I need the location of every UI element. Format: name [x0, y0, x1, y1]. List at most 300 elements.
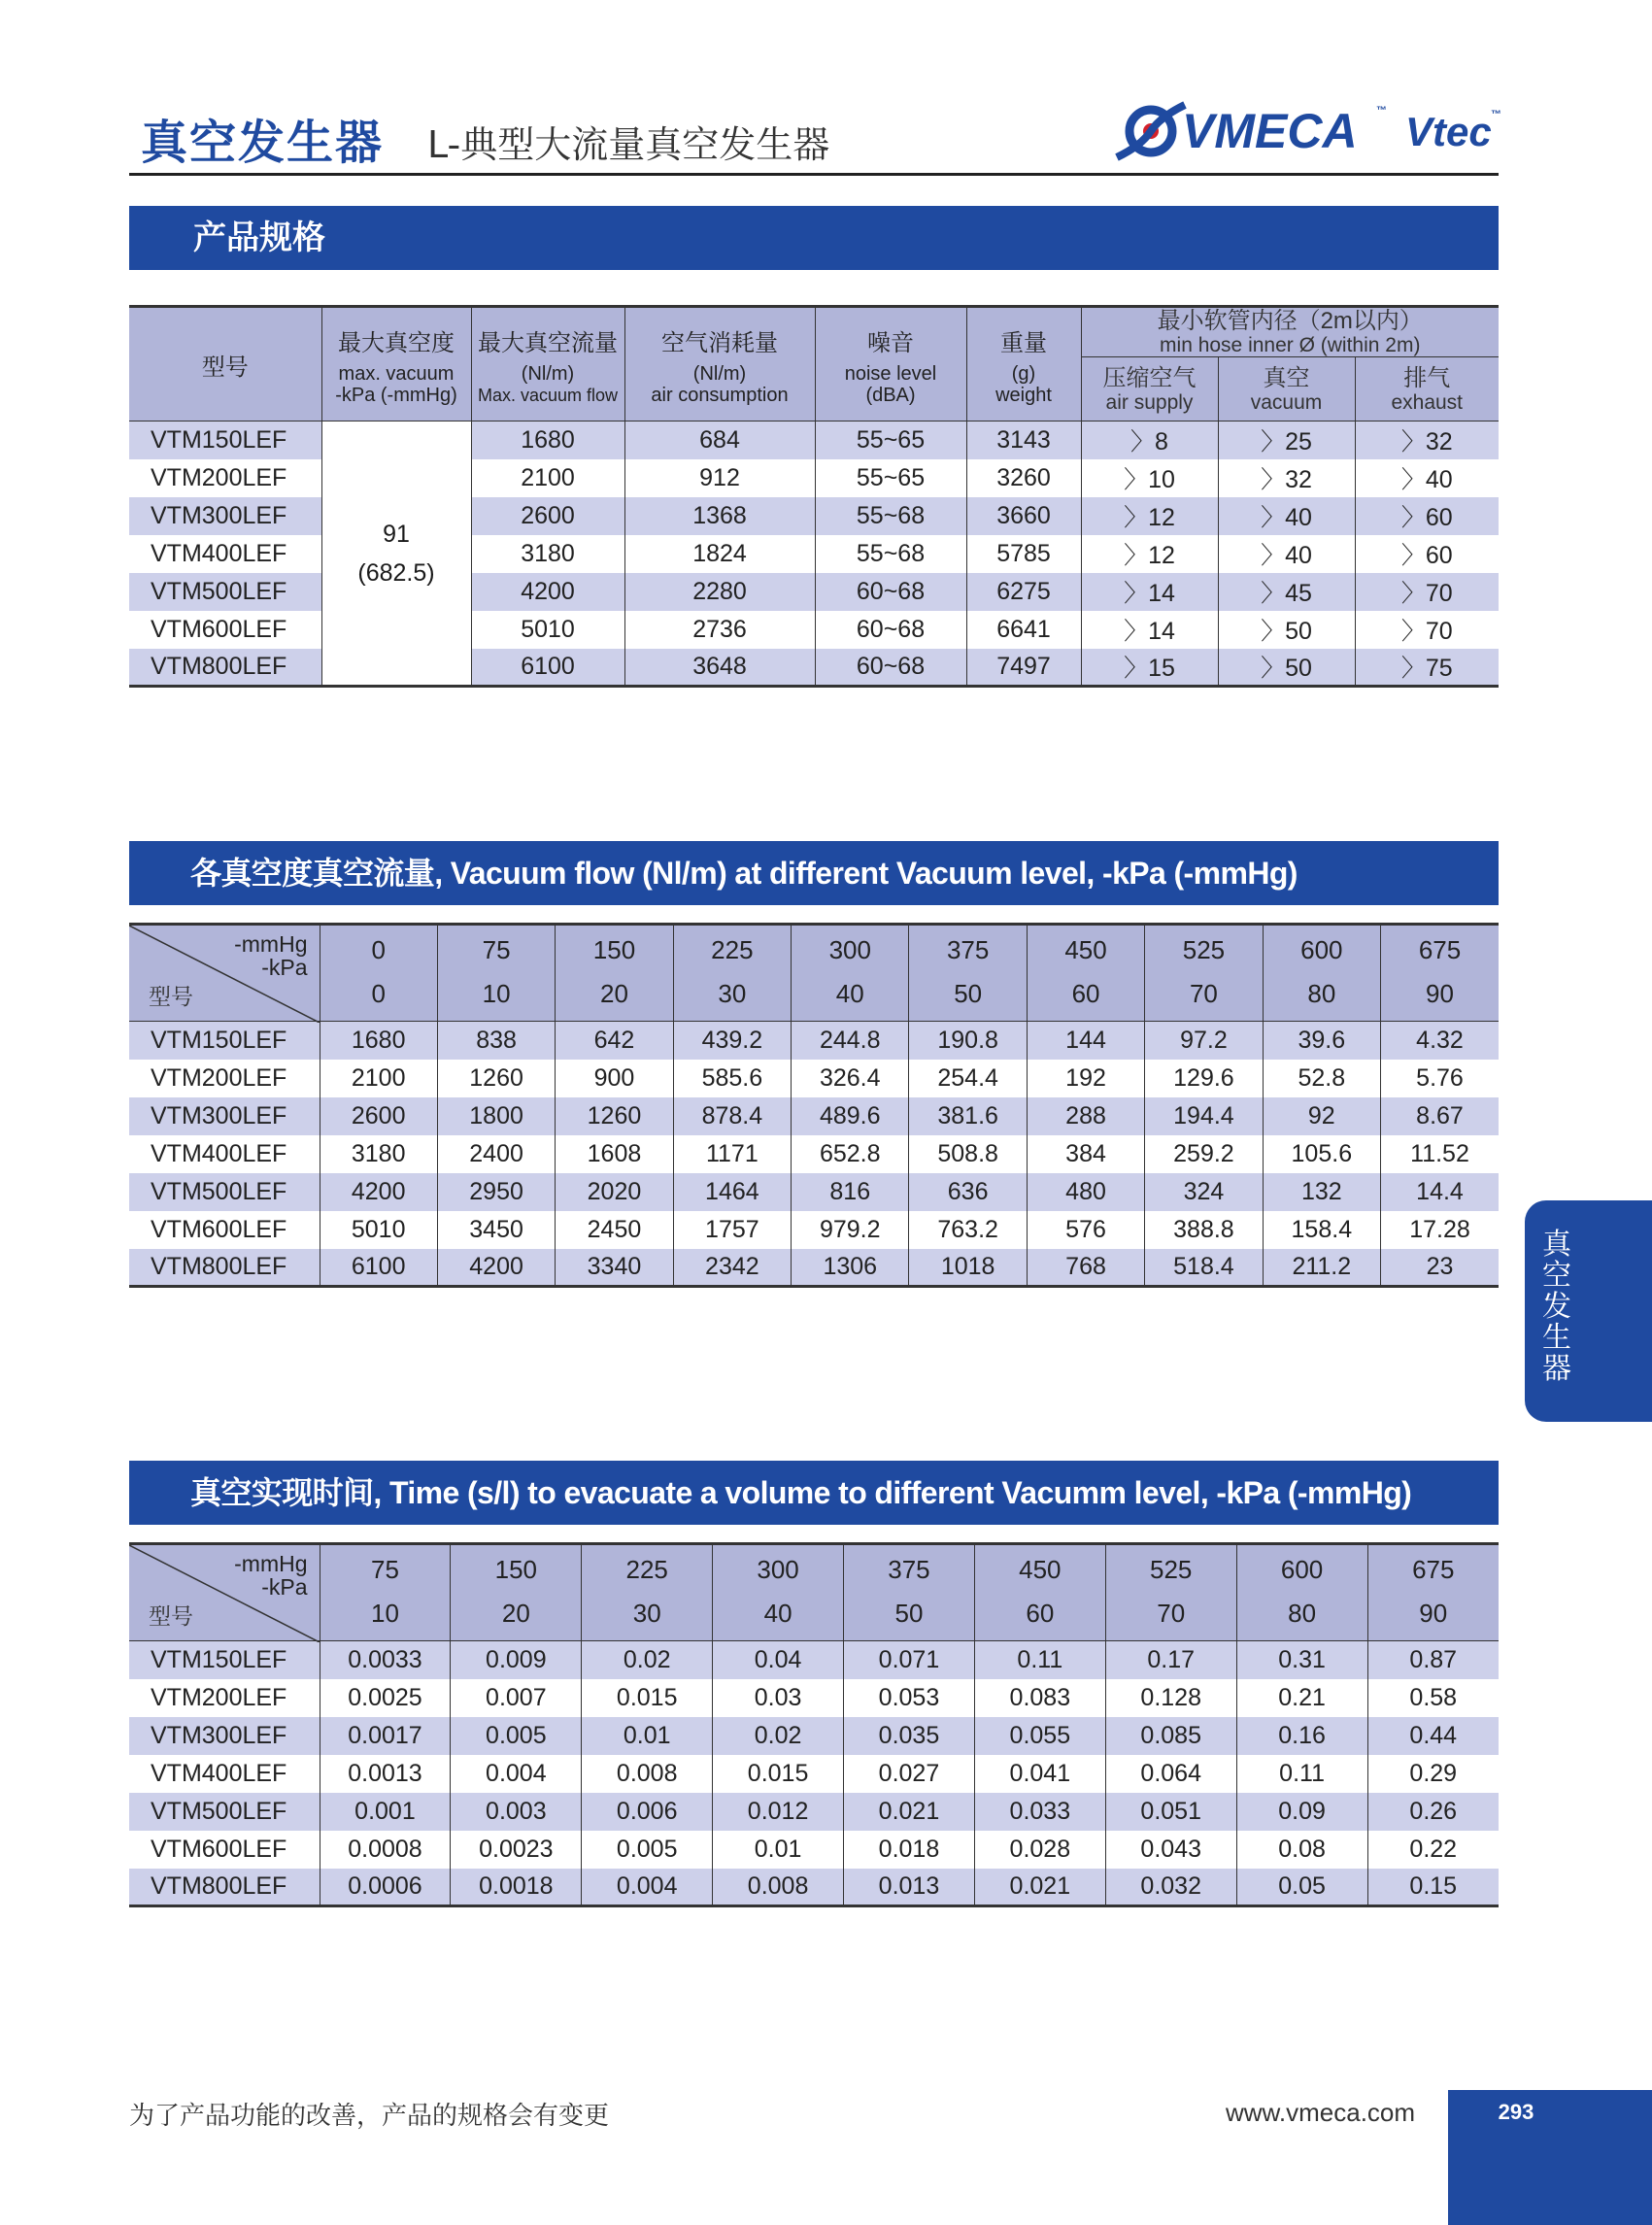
- flow-cell: 5010: [471, 611, 624, 649]
- time-value-cell: 0.043: [1105, 1831, 1236, 1869]
- weight-cell: 3143: [966, 421, 1081, 459]
- time-value-cell: 0.0033: [320, 1641, 451, 1679]
- spec-header-supply: 压缩空气 air supply: [1081, 357, 1218, 421]
- time-row: [129, 1831, 1499, 1869]
- vacuum-cell: 〉50: [1218, 611, 1355, 649]
- flow-value-cell: 3180: [320, 1135, 437, 1173]
- footer-note: 为了产品功能的改善，产品的规格会有变更: [129, 2102, 610, 2131]
- model-cell: VTM800LEF: [129, 649, 321, 687]
- side-tab-char: 生: [1542, 1321, 1571, 1355]
- mmhg-header: 675: [1381, 925, 1499, 967]
- flow-value-cell: 1680: [320, 1022, 437, 1060]
- kpa-header: 60: [974, 1587, 1105, 1641]
- flow-value-cell: 8.67: [1381, 1097, 1499, 1135]
- mmhg-header: 0: [320, 925, 437, 967]
- flow-cell: 4200: [471, 573, 624, 611]
- page-number: 293: [1498, 2100, 1534, 2124]
- flow-value-cell: 2950: [437, 1173, 555, 1211]
- time-value-cell: 0.15: [1367, 1869, 1499, 1906]
- time-value-cell: 0.05: [1236, 1869, 1367, 1906]
- flow-value-cell: 1260: [556, 1097, 673, 1135]
- time-value-cell: 0.17: [1105, 1641, 1236, 1679]
- vacuum-cell: 〉40: [1218, 497, 1355, 535]
- kpa-header: 50: [844, 1587, 975, 1641]
- max-vacuum-mmhg: (682.5): [357, 558, 435, 587]
- kpa-header: 50: [909, 967, 1027, 1022]
- model-cell: VTM300LEF: [129, 1097, 320, 1135]
- weight-cell: 6641: [966, 611, 1081, 649]
- kpa-header: 0: [320, 967, 437, 1022]
- mmhg-header: 300: [713, 1544, 844, 1587]
- model-cell: VTM200LEF: [151, 1683, 287, 1711]
- spec-section-bar: [129, 206, 1499, 270]
- mmhg-header: 225: [673, 925, 791, 967]
- time-value-cell: 0.26: [1367, 1793, 1499, 1831]
- flow-value-cell: 4200: [320, 1173, 437, 1211]
- flow-row: [129, 1173, 1499, 1211]
- flow-value-cell: 1608: [556, 1135, 673, 1173]
- logo-vmeca-text: VMECA: [1182, 104, 1358, 158]
- time-value-cell: 0.028: [974, 1831, 1105, 1869]
- spec-section-title: 产品规格: [193, 219, 325, 257]
- flow-value-cell: 132: [1263, 1173, 1380, 1211]
- time-value-cell: 0.29: [1367, 1755, 1499, 1793]
- header-rule: [129, 173, 1499, 176]
- flow-value-cell: 192: [1027, 1060, 1144, 1097]
- time-value-cell: 0.083: [974, 1679, 1105, 1717]
- time-row: [129, 1869, 1499, 1906]
- supply-cell: 〉12: [1081, 497, 1218, 535]
- mmhg-header: 450: [1027, 925, 1144, 967]
- flow-value-cell: 518.4: [1145, 1249, 1263, 1287]
- time-value-cell: 0.58: [1367, 1679, 1499, 1717]
- logo-vtec-text: Vtec: [1405, 109, 1492, 154]
- flow-value-cell: 1757: [673, 1211, 791, 1249]
- flow-value-cell: 2100: [320, 1060, 437, 1097]
- air-cell: 3648: [624, 649, 815, 687]
- mmhg-header: 525: [1145, 925, 1263, 967]
- flow-value-cell: 768: [1027, 1249, 1144, 1287]
- supply-cell: 〉12: [1081, 535, 1218, 573]
- kpa-header: 30: [582, 1587, 713, 1641]
- flow-row: [129, 1060, 1499, 1097]
- flow-value-cell: 508.8: [909, 1135, 1027, 1173]
- model-cell: VTM500LEF: [129, 1793, 320, 1831]
- noise-cell: 55~68: [815, 497, 966, 535]
- vacuum-cell: 〉45: [1218, 573, 1355, 611]
- model-cell: VTM600LEF: [151, 615, 287, 643]
- model-cell: VTM150LEF: [129, 421, 321, 459]
- mmhg-header: 75: [437, 925, 555, 967]
- model-cell: VTM600LEF: [151, 1835, 287, 1863]
- kpa-header: 90: [1367, 1587, 1499, 1641]
- flow-value-cell: 636: [909, 1173, 1027, 1211]
- time-value-cell: 0.02: [713, 1717, 844, 1755]
- time-row: [129, 1793, 1499, 1831]
- exhaust-cell: 〉40: [1355, 459, 1499, 497]
- spec-header-hose: 最小软管内径（2m以内） min hose inner Ø (within 2m): [1081, 307, 1499, 357]
- exhaust-cell: 〉32: [1355, 421, 1499, 459]
- side-tab-char: 空: [1542, 1259, 1571, 1293]
- exhaust-cell: 〉70: [1355, 611, 1499, 649]
- flow-value-cell: 288: [1027, 1097, 1144, 1135]
- flow-cell: 3180: [471, 535, 624, 573]
- flow-value-cell: 254.4: [909, 1060, 1027, 1097]
- spec-header-model: 型号: [129, 307, 321, 421]
- time-value-cell: 0.015: [713, 1755, 844, 1793]
- noise-cell: 60~68: [815, 611, 966, 649]
- spec-table: [129, 305, 1499, 688]
- time-value-cell: 0.018: [844, 1831, 975, 1869]
- spec-header-exhaust: 排气 exhaust: [1355, 357, 1499, 421]
- air-cell: 1368: [624, 497, 815, 535]
- kpa-header: 70: [1105, 1587, 1236, 1641]
- time-value-cell: 0.31: [1236, 1641, 1367, 1679]
- time-value-cell: 0.004: [582, 1869, 713, 1906]
- time-value-cell: 0.041: [974, 1755, 1105, 1793]
- page-title: 真空发生器: [141, 116, 385, 170]
- model-cell: VTM300LEF: [129, 497, 321, 535]
- time-section-title: 真空实现时间, Time (s/l) to evacuate a volume to different Vacumm level, -kPa (-mmHg): [190, 1475, 1412, 1510]
- flow-value-cell: 388.8: [1145, 1211, 1263, 1249]
- kpa-header: 70: [1145, 967, 1263, 1022]
- time-value-cell: 0.012: [713, 1793, 844, 1831]
- flow-cell: 1680: [471, 421, 624, 459]
- flow-value-cell: 2020: [556, 1173, 673, 1211]
- time-value-cell: 0.0006: [320, 1869, 451, 1906]
- time-value-cell: 0.02: [582, 1641, 713, 1679]
- flow-value-cell: 105.6: [1263, 1135, 1380, 1173]
- time-value-cell: 0.071: [844, 1641, 975, 1679]
- flow-value-cell: 3340: [556, 1249, 673, 1287]
- vacuum-cell: 〉50: [1218, 649, 1355, 687]
- flow-value-cell: 244.8: [792, 1022, 909, 1060]
- flow-value-cell: 979.2: [792, 1211, 909, 1249]
- model-cell: VTM400LEF: [151, 1139, 287, 1167]
- vacuum-cell: 〉25: [1218, 421, 1355, 459]
- flow-value-cell: 4200: [437, 1249, 555, 1287]
- flow-value-cell: 52.8: [1263, 1060, 1380, 1097]
- model-cell: VTM400LEF: [151, 539, 287, 567]
- flow-row: [129, 1097, 1499, 1135]
- time-value-cell: 0.16: [1236, 1717, 1367, 1755]
- vacuum-cell: 〉40: [1218, 535, 1355, 573]
- time-value-cell: 0.033: [974, 1793, 1105, 1831]
- flow-value-cell: 480: [1027, 1173, 1144, 1211]
- mmhg-header: 75: [320, 1544, 451, 1587]
- side-category-tab[interactable]: [1525, 1200, 1652, 1422]
- exhaust-cell: 〉60: [1355, 535, 1499, 573]
- page-subtitle: L-典型大流量真空发生器: [427, 123, 830, 166]
- flow-value-cell: 838: [437, 1022, 555, 1060]
- side-tab-char: 器: [1542, 1352, 1571, 1386]
- time-value-cell: 0.001: [320, 1793, 451, 1831]
- flow-value-cell: 144: [1027, 1022, 1144, 1060]
- kpa-header: 10: [437, 967, 555, 1022]
- time-value-cell: 0.003: [451, 1793, 582, 1831]
- kpa-header: 20: [556, 967, 673, 1022]
- time-value-cell: 0.013: [844, 1869, 975, 1906]
- footer-url[interactable]: www.vmeca.com: [1226, 2098, 1416, 2127]
- kpa-header: 10: [320, 1587, 451, 1641]
- flow-value-cell: 585.6: [673, 1060, 791, 1097]
- air-cell: 2280: [624, 573, 815, 611]
- time-corner-header: -mmHg -kPa 型号: [129, 1544, 320, 1641]
- time-value-cell: 0.085: [1105, 1717, 1236, 1755]
- spec-header-flow: 最大真空流量 (Nl/m) Max. vacuum flow: [471, 307, 624, 421]
- air-cell: 1824: [624, 535, 815, 573]
- time-value-cell: 0.11: [974, 1641, 1105, 1679]
- noise-cell: 55~68: [815, 535, 966, 573]
- mmhg-header: 450: [974, 1544, 1105, 1587]
- supply-cell: 〉10: [1081, 459, 1218, 497]
- vmeca-swirl-icon: [1112, 97, 1190, 165]
- max-vacuum-kpa: 91: [383, 520, 410, 548]
- footer-page-box: [1448, 2090, 1652, 2225]
- weight-cell: 6275: [966, 573, 1081, 611]
- kpa-header: 40: [792, 967, 909, 1022]
- flow-value-cell: 6100: [320, 1249, 437, 1287]
- time-value-cell: 0.006: [582, 1793, 713, 1831]
- model-cell: VTM500LEF: [129, 573, 321, 611]
- time-value-cell: 0.053: [844, 1679, 975, 1717]
- flow-value-cell: 190.8: [909, 1022, 1027, 1060]
- flow-value-cell: 39.6: [1263, 1022, 1380, 1060]
- noise-cell: 60~68: [815, 573, 966, 611]
- weight-cell: 5785: [966, 535, 1081, 573]
- flow-value-cell: 1306: [792, 1249, 909, 1287]
- time-value-cell: 0.44: [1367, 1717, 1499, 1755]
- time-value-cell: 0.005: [582, 1831, 713, 1869]
- time-value-cell: 0.22: [1367, 1831, 1499, 1869]
- flow-section-title: 各真空度真空流量, Vacuum flow (Nl/m) at different Vacuum level, -kPa (-mmHg): [190, 856, 1298, 891]
- supply-cell: 〉15: [1081, 649, 1218, 687]
- kpa-header: 40: [713, 1587, 844, 1641]
- time-value-cell: 0.03: [713, 1679, 844, 1717]
- flow-value-cell: 259.2: [1145, 1135, 1263, 1173]
- time-value-cell: 0.015: [582, 1679, 713, 1717]
- time-value-cell: 0.01: [582, 1717, 713, 1755]
- mmhg-header: 225: [582, 1544, 713, 1587]
- time-value-cell: 0.128: [1105, 1679, 1236, 1717]
- flow-value-cell: 489.6: [792, 1097, 909, 1135]
- mmhg-header: 300: [792, 925, 909, 967]
- time-value-cell: 0.04: [713, 1641, 844, 1679]
- time-value-cell: 0.0023: [451, 1831, 582, 1869]
- flow-value-cell: 2600: [320, 1097, 437, 1135]
- model-cell: VTM800LEF: [129, 1869, 320, 1906]
- flow-row: [129, 1211, 1499, 1249]
- time-value-cell: 0.21: [1236, 1679, 1367, 1717]
- mmhg-header: 150: [451, 1544, 582, 1587]
- flow-section-bar: [129, 841, 1499, 905]
- time-value-cell: 0.021: [844, 1793, 975, 1831]
- flow-cell: 2600: [471, 497, 624, 535]
- weight-cell: 3660: [966, 497, 1081, 535]
- kpa-header: 80: [1263, 967, 1380, 1022]
- flow-value-cell: 2450: [556, 1211, 673, 1249]
- flow-value-cell: 2342: [673, 1249, 791, 1287]
- flow-value-cell: 1800: [437, 1097, 555, 1135]
- time-value-cell: 0.08: [1236, 1831, 1367, 1869]
- air-cell: 912: [624, 459, 815, 497]
- time-value-cell: 0.87: [1367, 1641, 1499, 1679]
- time-row: [129, 1641, 1499, 1679]
- weight-cell: 7497: [966, 649, 1081, 687]
- flow-value-cell: 816: [792, 1173, 909, 1211]
- weight-cell: 3260: [966, 459, 1081, 497]
- time-value-cell: 0.008: [582, 1755, 713, 1793]
- flow-value-cell: 158.4: [1263, 1211, 1380, 1249]
- side-tab-char: 真: [1542, 1228, 1571, 1262]
- flow-value-cell: 4.32: [1381, 1022, 1499, 1060]
- flow-value-cell: 211.2: [1263, 1249, 1380, 1287]
- logo-tm-2: ™: [1491, 109, 1501, 120]
- supply-cell: 〉14: [1081, 611, 1218, 649]
- time-value-cell: 0.0018: [451, 1869, 582, 1906]
- mmhg-header: 675: [1367, 1544, 1499, 1587]
- spec-header-noise: 噪音 noise level (dBA): [815, 307, 966, 421]
- time-value-cell: 0.11: [1236, 1755, 1367, 1793]
- max-vacuum-cell: [321, 421, 471, 687]
- time-value-cell: 0.027: [844, 1755, 975, 1793]
- spec-row: [129, 421, 1499, 459]
- time-value-cell: 0.0008: [320, 1831, 451, 1869]
- flow-value-cell: 5010: [320, 1211, 437, 1249]
- time-row: [129, 1717, 1499, 1755]
- flow-cell: 6100: [471, 649, 624, 687]
- flow-value-cell: 878.4: [673, 1097, 791, 1135]
- flow-value-cell: 439.2: [673, 1022, 791, 1060]
- flow-value-cell: 5.76: [1381, 1060, 1499, 1097]
- mmhg-header: 600: [1236, 1544, 1367, 1587]
- model-cell: VTM200LEF: [151, 1063, 287, 1092]
- flow-value-cell: 3450: [437, 1211, 555, 1249]
- time-value-cell: 0.0017: [320, 1717, 451, 1755]
- flow-value-cell: 129.6: [1145, 1060, 1263, 1097]
- flow-value-cell: 92: [1263, 1097, 1380, 1135]
- time-value-cell: 0.008: [713, 1869, 844, 1906]
- kpa-header: 20: [451, 1587, 582, 1641]
- flow-row: [129, 1135, 1499, 1173]
- flow-value-cell: 2400: [437, 1135, 555, 1173]
- time-value-cell: 0.004: [451, 1755, 582, 1793]
- logo-tm: ™: [1376, 105, 1387, 117]
- flow-value-cell: 1018: [909, 1249, 1027, 1287]
- mmhg-header: 150: [556, 925, 673, 967]
- model-cell: VTM150LEF: [129, 1022, 320, 1060]
- flow-row: [129, 1249, 1499, 1287]
- flow-value-cell: 1260: [437, 1060, 555, 1097]
- exhaust-cell: 〉70: [1355, 573, 1499, 611]
- time-value-cell: 0.01: [713, 1831, 844, 1869]
- time-value-cell: 0.032: [1105, 1869, 1236, 1906]
- flow-value-cell: 326.4: [792, 1060, 909, 1097]
- time-value-cell: 0.055: [974, 1717, 1105, 1755]
- spec-header-vac: 真空 vacuum: [1218, 357, 1355, 421]
- flow-value-cell: 23: [1381, 1249, 1499, 1287]
- noise-cell: 60~68: [815, 649, 966, 687]
- flow-value-cell: 381.6: [909, 1097, 1027, 1135]
- time-value-cell: 0.09: [1236, 1793, 1367, 1831]
- flow-value-cell: 652.8: [792, 1135, 909, 1173]
- flow-value-cell: 324: [1145, 1173, 1263, 1211]
- flow-value-cell: 14.4: [1381, 1173, 1499, 1211]
- time-table: [129, 1542, 1499, 1907]
- exhaust-cell: 〉60: [1355, 497, 1499, 535]
- time-value-cell: 0.064: [1105, 1755, 1236, 1793]
- model-cell: VTM800LEF: [129, 1249, 320, 1287]
- flow-row: [129, 1022, 1499, 1060]
- noise-cell: 55~65: [815, 421, 966, 459]
- time-value-cell: 0.035: [844, 1717, 975, 1755]
- time-value-cell: 0.051: [1105, 1793, 1236, 1831]
- flow-value-cell: 11.52: [1381, 1135, 1499, 1173]
- flow-value-cell: 194.4: [1145, 1097, 1263, 1135]
- flow-value-cell: 576: [1027, 1211, 1144, 1249]
- time-value-cell: 0.0013: [320, 1755, 451, 1793]
- mmhg-header: 525: [1105, 1544, 1236, 1587]
- mmhg-header: 600: [1263, 925, 1380, 967]
- spec-header-air: 空气消耗量 (Nl/m) air consumption: [624, 307, 815, 421]
- air-cell: 684: [624, 421, 815, 459]
- spec-header-vacuum: 最大真空度 max. vacuum -kPa (-mmHg): [321, 307, 471, 421]
- time-value-cell: 0.009: [451, 1641, 582, 1679]
- kpa-header: 60: [1027, 967, 1144, 1022]
- vmeca-logo: [1112, 97, 1500, 167]
- flow-value-cell: 1171: [673, 1135, 791, 1173]
- model-cell: VTM300LEF: [129, 1717, 320, 1755]
- flow-cell: 2100: [471, 459, 624, 497]
- vacuum-cell: 〉32: [1218, 459, 1355, 497]
- model-cell: VTM150LEF: [129, 1641, 320, 1679]
- flow-value-cell: 97.2: [1145, 1022, 1263, 1060]
- time-value-cell: 0.0025: [320, 1679, 451, 1717]
- supply-cell: 〉14: [1081, 573, 1218, 611]
- model-cell: VTM600LEF: [151, 1215, 287, 1243]
- kpa-header: 80: [1236, 1587, 1367, 1641]
- exhaust-cell: 〉75: [1355, 649, 1499, 687]
- side-tab-char: 发: [1542, 1290, 1571, 1324]
- flow-value-cell: 1464: [673, 1173, 791, 1211]
- time-row: [129, 1755, 1499, 1793]
- flow-value-cell: 642: [556, 1022, 673, 1060]
- kpa-header: 90: [1381, 967, 1499, 1022]
- mmhg-header: 375: [909, 925, 1027, 967]
- spec-header-weight: 重量 (g) weight: [966, 307, 1081, 421]
- flow-value-cell: 17.28: [1381, 1211, 1499, 1249]
- time-value-cell: 0.007: [451, 1679, 582, 1717]
- noise-cell: 55~65: [815, 459, 966, 497]
- kpa-header: 30: [673, 967, 791, 1022]
- flow-corner-header: -mmHg -kPa 型号: [129, 925, 320, 1022]
- time-row: [129, 1679, 1499, 1717]
- model-cell: VTM200LEF: [151, 463, 287, 491]
- side-tab-label: [1525, 1230, 1589, 1385]
- time-value-cell: 0.021: [974, 1869, 1105, 1906]
- mmhg-header: 375: [844, 1544, 975, 1587]
- supply-cell: 〉8: [1081, 421, 1218, 459]
- model-cell: VTM500LEF: [129, 1173, 320, 1211]
- flow-value-cell: 763.2: [909, 1211, 1027, 1249]
- flow-value-cell: 900: [556, 1060, 673, 1097]
- model-cell: VTM400LEF: [151, 1759, 287, 1787]
- flow-table: [129, 923, 1499, 1288]
- flow-value-cell: 384: [1027, 1135, 1144, 1173]
- time-section-bar: [129, 1461, 1499, 1525]
- air-cell: 2736: [624, 611, 815, 649]
- time-value-cell: 0.005: [451, 1717, 582, 1755]
